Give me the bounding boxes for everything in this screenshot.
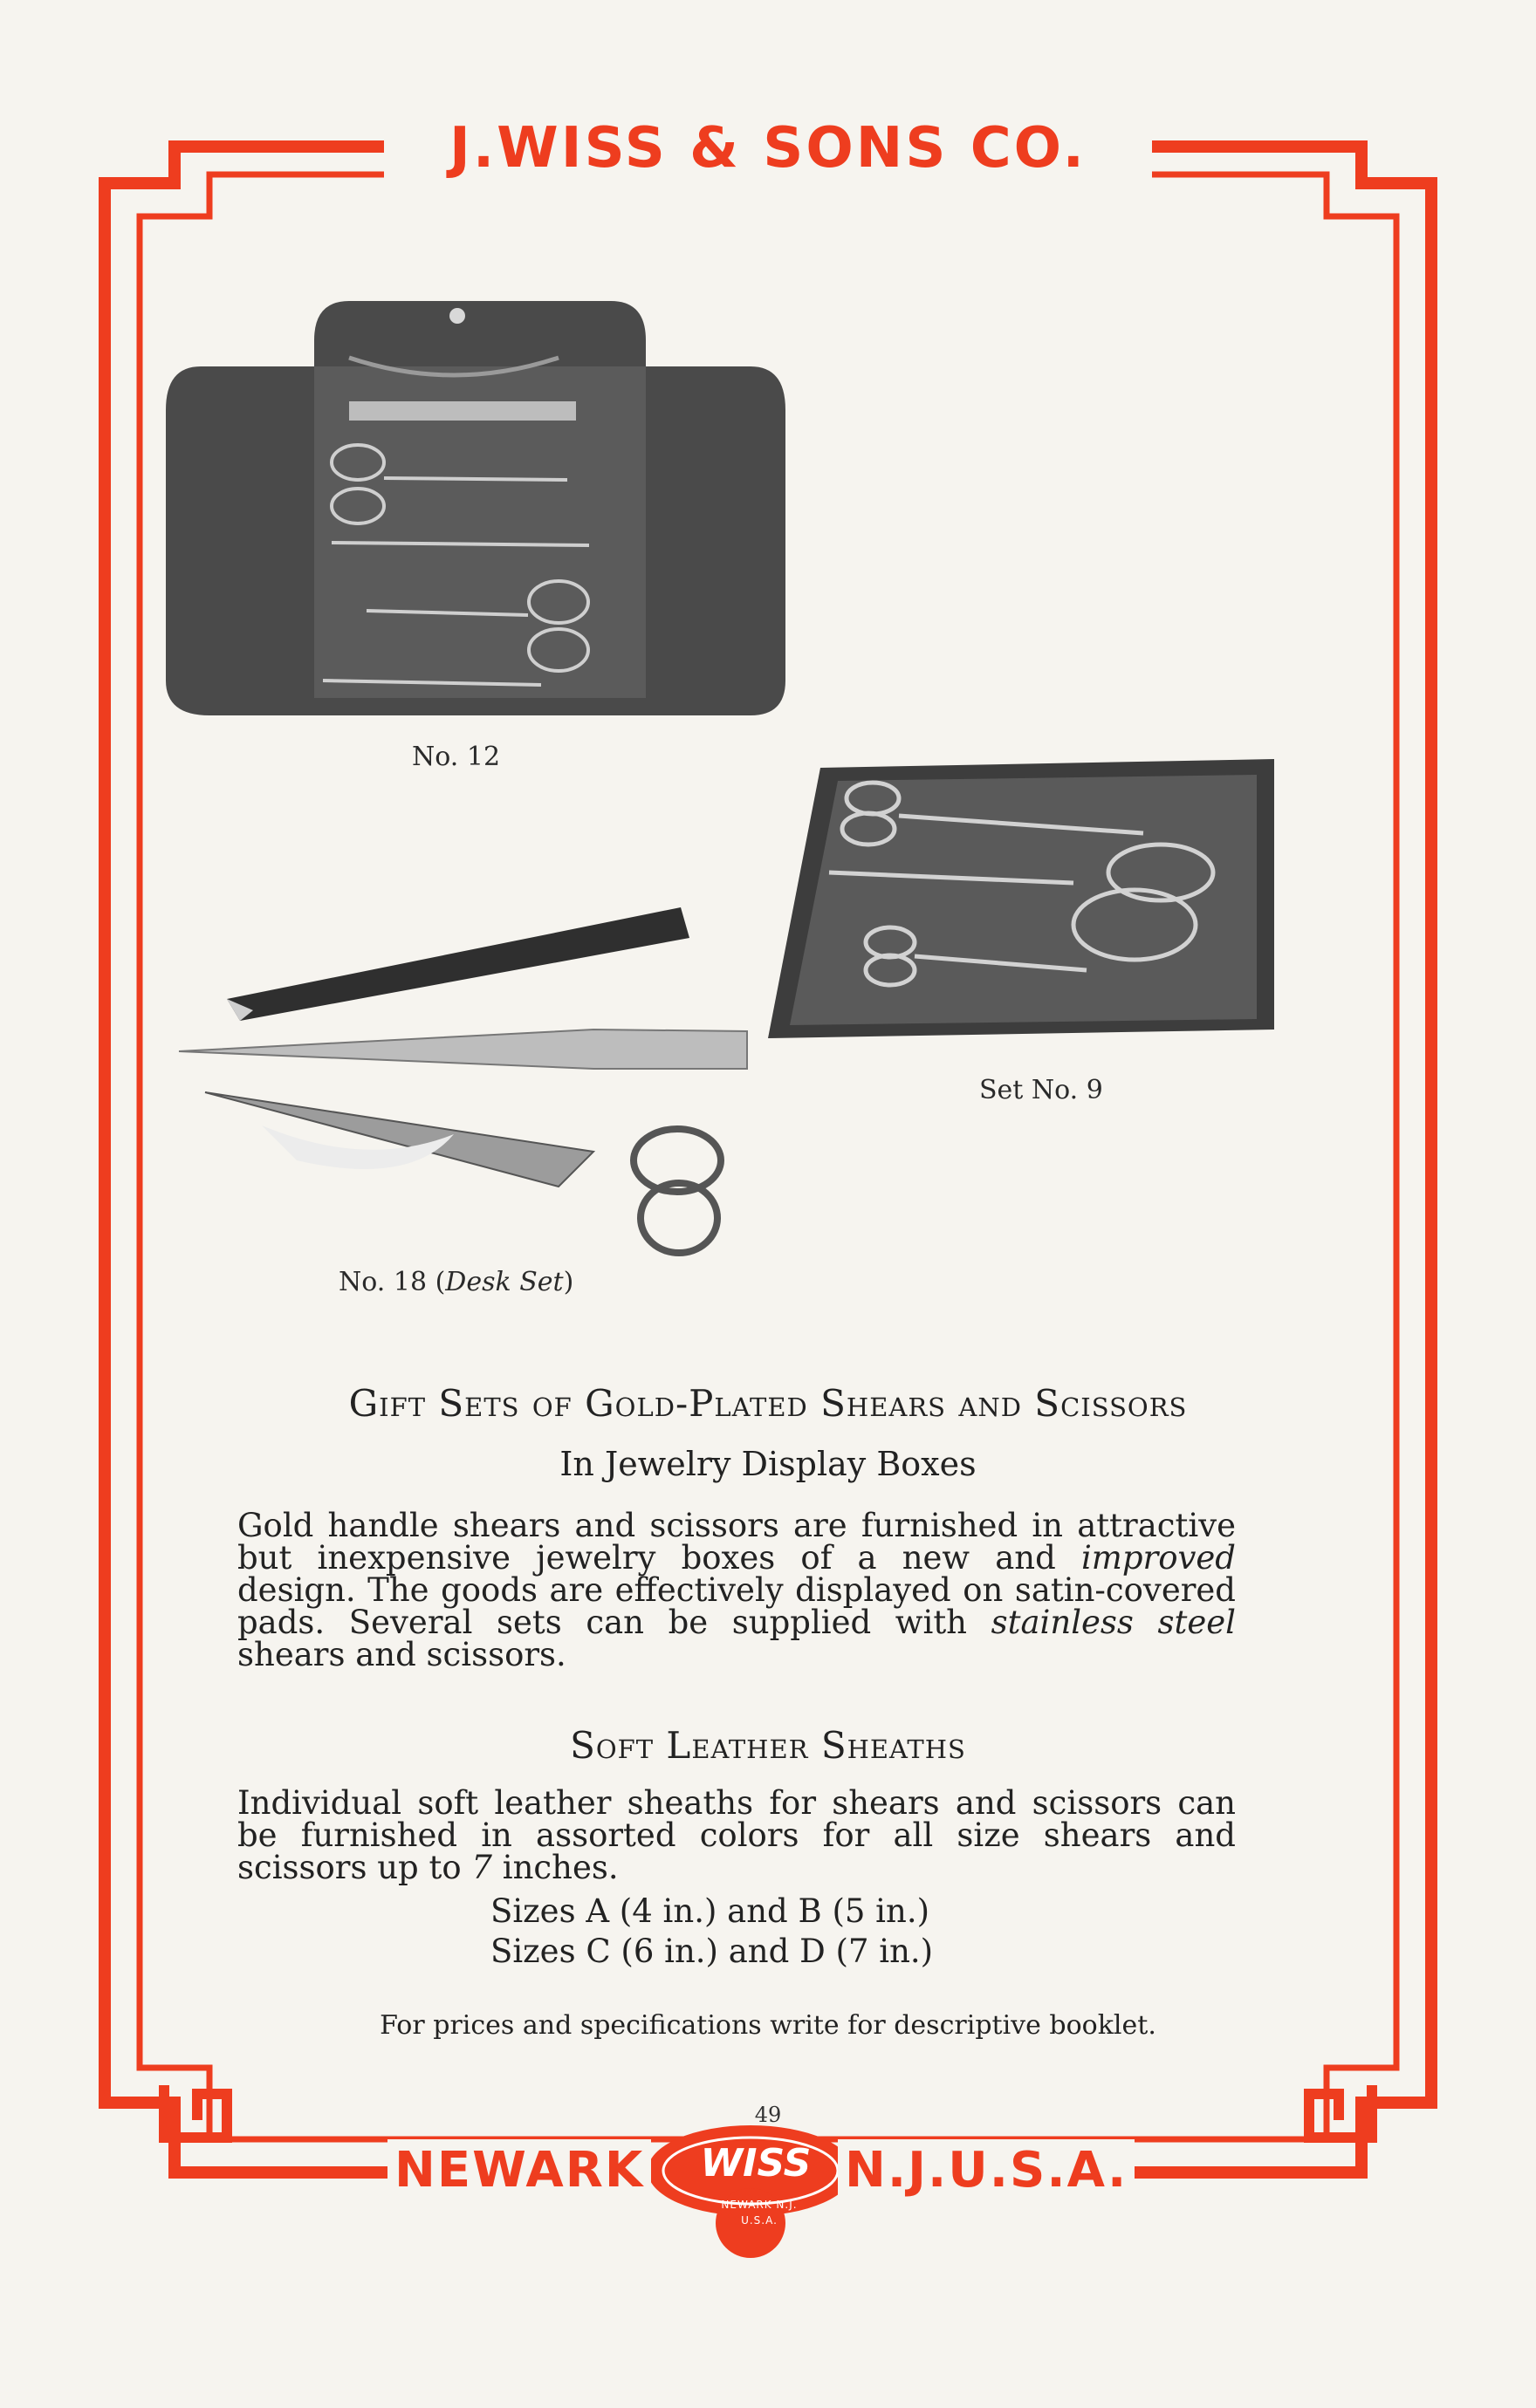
header-company-name: J.WISS & SONS CO. (384, 112, 1152, 185)
sheath-sizes-list (490, 1892, 1014, 1972)
caption-no12: No. 12 (412, 742, 501, 772)
wiss-logo-country: U.S.A. (741, 2214, 778, 2227)
caption-no18-italic: Desk Set (445, 1267, 564, 1297)
footnote-booklet: For prices and specifications write for descriptive booklet. (380, 2010, 1156, 2041)
body-text-italic: stainless steel (991, 1604, 1236, 1641)
sizes-line: Sizes C (6 in.) and D (7 in.) (490, 1933, 934, 1970)
section-heading-leather-sheaths: Soft Leather Sheaths (570, 1724, 966, 1767)
photo-set9-display-box (768, 759, 1274, 1038)
wiss-logo-city: NEWARK N.J. (721, 2199, 798, 2211)
section-subheading-jewelry-boxes: In Jewelry Display Boxes (559, 1445, 977, 1483)
photo-no18-desk-set (179, 907, 747, 1253)
photo-no12-manicure-case (166, 301, 785, 715)
section-heading-gift-sets: Gift Sets of Gold-Plated Shears and Scissors (348, 1382, 1188, 1425)
caption-no18-main: No. 18 ( (339, 1267, 446, 1297)
body-text-italic: 7 (471, 1849, 492, 1886)
page-number: 49 (754, 2103, 782, 2127)
body-text-segment: shears and scissors. (237, 1636, 566, 1673)
caption-no18-end: ) (563, 1267, 574, 1297)
gift-sets-paragraph (237, 1509, 1236, 1671)
body-text-segment: Individual soft leather sheaths for shears and scissors can be furnished in assorted colors for all size shears and scissors up to (237, 1784, 1236, 1886)
sizes-line: Sizes A (4 in.) and B (5 in.) (490, 1892, 930, 1930)
body-text-segment: Gold handle shears and scissors are furnished in attractive but inexpensive jewelry boxes of a new and (237, 1507, 1236, 1577)
footer-state-country: N.J.U.S.A. (838, 2139, 1135, 2200)
body-text-segment: inches. (491, 1849, 619, 1886)
caption-set9: Set No. 9 (979, 1075, 1103, 1105)
body-text-italic: improved (1080, 1539, 1236, 1577)
body-text-segment: design. The goods are effectively displayed on satin-covered pads. Several sets can be supplied with (237, 1571, 1236, 1641)
leather-sheaths-paragraph (237, 1784, 1236, 1886)
wiss-logo: WISS (700, 2141, 812, 2186)
caption-no18 (339, 1267, 573, 1297)
footer-city: NEWARK (387, 2139, 651, 2200)
